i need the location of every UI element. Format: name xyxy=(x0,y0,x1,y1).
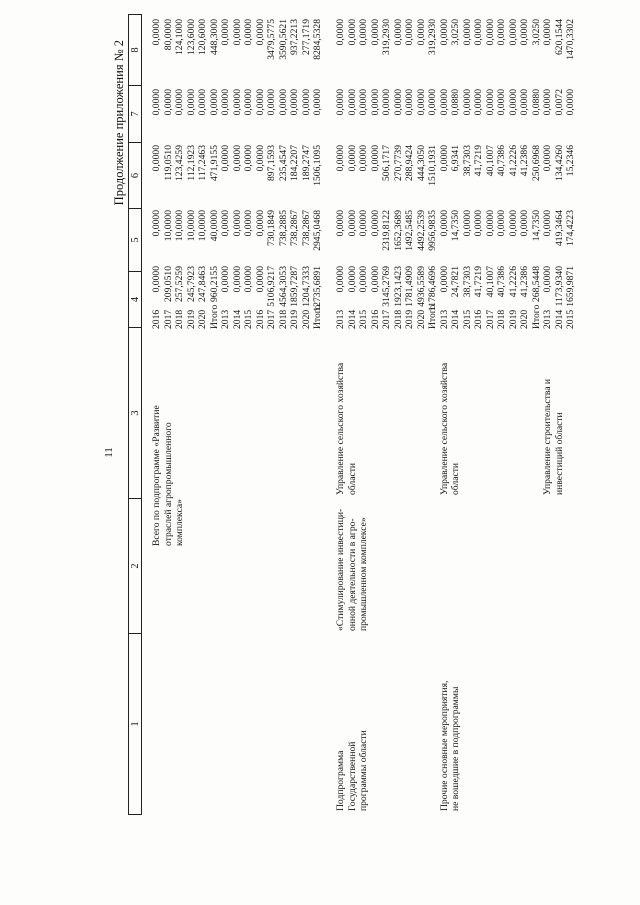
value-cell-col4: 11786,4696 xyxy=(427,266,438,312)
value-cell-col6: 184,2207 xyxy=(289,145,300,181)
block-2-col3-line: Управление сельского хозяйства xyxy=(438,362,450,495)
column-number-7: 7 xyxy=(129,86,142,143)
value-cell-col8: 0,0000 xyxy=(484,19,496,46)
value-cell-col4: 245,7923 xyxy=(185,266,197,302)
block-2-col3-line: области xyxy=(450,462,461,495)
block-1-col1-line: программы области xyxy=(358,730,369,811)
value-cell-col4: 41,7219 xyxy=(473,266,484,298)
year-cell: 2020 xyxy=(197,309,208,329)
value-cell-col8: 1470,3302 xyxy=(565,19,576,60)
value-cell-col5: 0,0000 xyxy=(438,210,450,237)
value-cell-col5: 0,0000 xyxy=(243,210,254,237)
value-cell-col4: 268,5448 xyxy=(530,266,542,302)
value-cell-col6: 0,0000 xyxy=(335,145,346,172)
value-cell-col4: 41,2386 xyxy=(519,266,530,298)
value-cell-col6: 0,0000 xyxy=(231,145,243,172)
value-cell-col8: 3590,5621 xyxy=(277,19,289,60)
value-cell-col7: 0,0000 xyxy=(266,89,277,116)
value-cell-col4: 4936,5589 xyxy=(415,266,427,307)
value-cell-col4: 0,0000 xyxy=(542,266,553,293)
value-cell-col4: 0,0000 xyxy=(151,266,162,293)
column-number-8: 8 xyxy=(129,15,142,86)
year-cell: 2013 xyxy=(220,309,231,329)
year-cell: 2018 xyxy=(392,309,404,329)
block-1-col3-line: Управление сельского хозяйства xyxy=(335,362,346,495)
value-cell-col6: 235,4547 xyxy=(277,145,289,181)
value-cell-col8: 0,0000 xyxy=(231,19,243,46)
value-cell-col7: 0,0000 xyxy=(335,89,346,116)
column-number-header xyxy=(128,14,142,815)
value-cell-col7: 0,0000 xyxy=(220,89,231,116)
value-cell-col7: 0,0000 xyxy=(289,89,300,116)
value-cell-col8: 123,6000 xyxy=(185,19,197,55)
value-cell-col5: 738,2885 xyxy=(277,210,289,246)
value-cell-col6: 250,6968 xyxy=(530,145,542,181)
year-cell: 2017 xyxy=(266,309,277,329)
year-cell: 2016 xyxy=(369,309,381,329)
value-cell-col4: 0,0000 xyxy=(254,266,266,293)
value-cell-col6: 506,1717 xyxy=(381,145,392,181)
value-cell-col5: 40,0000 xyxy=(208,210,220,242)
value-cell-col7: 0,0000 xyxy=(484,89,496,116)
value-cell-col5: 0,0000 xyxy=(542,210,553,237)
value-cell-col5: 4492,2539 xyxy=(415,210,427,251)
value-cell-col7: 0,0000 xyxy=(381,89,392,116)
value-cell-col8: 277,1719 xyxy=(300,19,312,55)
value-cell-col6: 444,3050 xyxy=(415,145,427,181)
value-cell-col4: 41,2226 xyxy=(507,266,519,298)
value-cell-col8: 0,0000 xyxy=(461,19,473,46)
block-1-col1-line: Государственной xyxy=(346,741,358,811)
value-cell-col7: 0,0000 xyxy=(312,89,323,116)
year-cell: 2017 xyxy=(381,309,392,329)
value-cell-col4: 1173,9340 xyxy=(553,266,565,307)
value-cell-col8: 0,0000 xyxy=(507,19,519,46)
block-1-col2-line: онной деятельности в агро- xyxy=(346,518,358,631)
year-cell: 2018 xyxy=(174,309,185,329)
value-cell-col4: 257,5259 xyxy=(174,266,185,302)
year-cell: 2018 xyxy=(496,309,507,329)
column-number-6: 6 xyxy=(129,143,142,209)
value-cell-col7: 0,0000 xyxy=(369,89,381,116)
value-cell-col8: 0,0000 xyxy=(392,19,404,46)
value-cell-col6: 0,0000 xyxy=(243,145,254,172)
value-cell-col5: 0,0000 xyxy=(484,210,496,237)
value-cell-col5: 1492,5485 xyxy=(404,210,415,251)
value-cell-col8: 3479,5775 xyxy=(266,19,277,60)
year-cell: 2013 xyxy=(335,309,346,329)
year-cell: 2014 xyxy=(450,309,461,329)
value-cell-col6: 0,0000 xyxy=(358,145,369,172)
value-cell-col7: 0,0000 xyxy=(151,89,162,116)
value-cell-col5: 0,0000 xyxy=(461,210,473,237)
value-cell-col5: 0,0000 xyxy=(335,210,346,237)
value-cell-col7: 0,0000 xyxy=(473,89,484,116)
year-cell: 2019 xyxy=(185,309,197,329)
value-cell-col8: 0,0000 xyxy=(151,19,162,46)
value-cell-col5: 2319,8122 xyxy=(381,210,392,251)
value-cell-col7: 0,0000 xyxy=(254,89,266,116)
value-cell-col8: 620,1544 xyxy=(553,19,565,55)
value-cell-col5: 10,0000 xyxy=(185,210,197,242)
value-cell-col7: 0,0000 xyxy=(197,89,208,116)
value-cell-col8: 0,0000 xyxy=(220,19,231,46)
value-cell-col8: 0,0000 xyxy=(519,19,530,46)
year-cell: Итого xyxy=(312,304,323,329)
block-3-col3-line: Управление строительства и xyxy=(542,378,553,495)
year-cell: 2015 xyxy=(461,309,473,329)
value-cell-col5: 0,0000 xyxy=(473,210,484,237)
value-cell-col6: 41,7219 xyxy=(473,145,484,177)
column-number-2: 2 xyxy=(129,499,142,634)
value-cell-col4: 960,2155 xyxy=(208,266,220,302)
value-cell-col4: 40,7386 xyxy=(496,266,507,298)
value-cell-col7: 0,0000 xyxy=(300,89,312,116)
column-number-4: 4 xyxy=(129,272,142,328)
value-cell-col5: 174,4223 xyxy=(565,210,576,246)
value-cell-col8: 0,0000 xyxy=(473,19,484,46)
value-cell-col6: 0,0000 xyxy=(346,145,358,172)
value-cell-col5: 1652,3689 xyxy=(392,210,404,251)
value-cell-col8: 448,3000 xyxy=(208,19,220,55)
value-cell-col5: 738,2867 xyxy=(289,210,300,246)
value-cell-col8: 0,0000 xyxy=(335,19,346,46)
value-cell-col6: 40,1007 xyxy=(484,145,496,177)
block-1-col2-line: «Стимулирование инвестици- xyxy=(335,508,346,631)
value-cell-col4: 0,0000 xyxy=(231,266,243,293)
block-3-col3-line: инвестиций области xyxy=(553,412,565,495)
value-cell-col6: 0,0000 xyxy=(369,145,381,172)
value-cell-col6: 897,1593 xyxy=(266,145,277,181)
value-cell-col4: 247,8463 xyxy=(197,266,208,302)
value-cell-col7: 0,0000 xyxy=(231,89,243,116)
value-cell-col5: 9956,9835 xyxy=(427,210,438,251)
value-cell-col7: 0,0000 xyxy=(438,89,450,116)
year-cell: 2020 xyxy=(415,309,427,329)
value-cell-col8: 8284,5328 xyxy=(312,19,323,60)
value-cell-col7: 0,0000 xyxy=(185,89,197,116)
year-cell: 2013 xyxy=(438,309,450,329)
value-cell-col6: 15,2346 xyxy=(565,145,576,177)
value-cell-col5: 738,2867 xyxy=(300,210,312,246)
page-number: 11 xyxy=(103,447,115,458)
value-cell-col7: 0,0000 xyxy=(415,89,427,116)
value-cell-col7: 0,0000 xyxy=(174,89,185,116)
value-cell-col4: 1204,7333 xyxy=(300,266,312,307)
value-cell-col4: 0,0000 xyxy=(346,266,358,293)
value-cell-col8: 319,2930 xyxy=(381,19,392,55)
value-cell-col5: 0,0000 xyxy=(254,210,266,237)
value-cell-col4: 0,0000 xyxy=(438,266,450,293)
value-cell-col6: 117,2463 xyxy=(197,145,208,181)
value-cell-col4: 1781,4909 xyxy=(404,266,415,307)
value-cell-col7: 0,0000 xyxy=(565,89,576,116)
year-cell: 2020 xyxy=(519,309,530,329)
block-1-col3-line: области xyxy=(346,462,358,495)
value-cell-col6: 0,0000 xyxy=(151,145,162,172)
value-cell-col5: 2945,0468 xyxy=(312,210,323,251)
column-number-5: 5 xyxy=(129,209,142,272)
value-cell-col5: 730,1849 xyxy=(266,210,277,246)
value-cell-col5: 0,0000 xyxy=(220,210,231,237)
value-cell-col7: 0,0000 xyxy=(243,89,254,116)
column-number-1: 1 xyxy=(129,634,142,815)
value-cell-col4: 3145,2769 xyxy=(381,266,392,307)
value-cell-col6: 288,9424 xyxy=(404,145,415,181)
value-cell-col4: 5106,9217 xyxy=(266,266,277,307)
value-cell-col6: 189,2747 xyxy=(300,145,312,181)
value-cell-col7: 0,0000 xyxy=(496,89,507,116)
value-cell-col5: 14,7350 xyxy=(450,210,461,242)
block-0-col3-line: отраслей агропромышленного xyxy=(162,422,174,546)
value-cell-col5: 0,0000 xyxy=(231,210,243,237)
value-cell-col8: 120,6000 xyxy=(197,19,208,55)
year-cell: 2016 xyxy=(151,309,162,329)
value-cell-col8: 3,0250 xyxy=(530,19,542,46)
value-cell-col8: 124,1000 xyxy=(174,19,185,55)
value-cell-col7: 0,0000 xyxy=(404,89,415,116)
value-cell-col7: 0,0000 xyxy=(162,89,174,116)
value-cell-col7: 0,0000 xyxy=(542,89,553,116)
value-cell-col6: 0,0000 xyxy=(254,145,266,172)
value-cell-col4: 38,7303 xyxy=(461,266,473,298)
value-cell-col4: 1859,7287 xyxy=(289,266,300,307)
value-cell-col8: 0,0000 xyxy=(243,19,254,46)
block-2-col1-line: Прочие основные мероприятия, xyxy=(438,680,450,811)
value-cell-col7: 0,0000 xyxy=(277,89,289,116)
year-cell: 2017 xyxy=(162,309,174,329)
value-cell-col4: 4564,3053 xyxy=(277,266,289,307)
year-cell: 2020 xyxy=(300,309,312,329)
value-cell-col7: 0,0000 xyxy=(519,89,530,116)
value-cell-col7: 0,0000 xyxy=(346,89,358,116)
value-cell-col6: 0,0000 xyxy=(542,145,553,172)
value-cell-col5: 0,0000 xyxy=(369,210,381,237)
value-cell-col8: 0,0000 xyxy=(358,19,369,46)
value-cell-col4: 24,7821 xyxy=(450,266,461,298)
value-cell-col7: 0,0000 xyxy=(392,89,404,116)
value-cell-col8: 80,0000 xyxy=(162,19,174,51)
year-cell: 2014 xyxy=(553,309,565,329)
value-cell-col4: 40,1007 xyxy=(484,266,496,298)
year-cell: 2019 xyxy=(404,309,415,329)
value-cell-col6: 119,0510 xyxy=(162,145,174,181)
value-cell-col8: 3,0250 xyxy=(450,19,461,46)
value-cell-col8: 0,0000 xyxy=(496,19,507,46)
value-cell-col4: 0,0000 xyxy=(358,266,369,293)
year-cell: Итого xyxy=(427,304,438,329)
value-cell-col6: 1510,1931 xyxy=(427,145,438,186)
year-cell: 2014 xyxy=(231,309,243,329)
value-cell-col5: 0,0000 xyxy=(519,210,530,237)
value-cell-col8: 0,0000 xyxy=(438,19,450,46)
value-cell-col6: 123,4259 xyxy=(174,145,185,181)
value-cell-col5: 0,0000 xyxy=(346,210,358,237)
value-cell-col6: 112,1923 xyxy=(185,145,197,181)
block-0-col3-line: комплекса» xyxy=(174,499,185,546)
value-cell-col6: 270,7739 xyxy=(392,145,404,181)
column-number-3: 3 xyxy=(129,328,142,499)
value-cell-col8: 0,0000 xyxy=(254,19,266,46)
value-cell-col6: 40,7386 xyxy=(496,145,507,177)
value-cell-col5: 0,0000 xyxy=(507,210,519,237)
year-cell: 2018 xyxy=(277,309,289,329)
year-cell: 2015 xyxy=(358,309,369,329)
year-cell: 2017 xyxy=(484,309,496,329)
value-cell-col5: 14,7350 xyxy=(530,210,542,242)
value-cell-col4: 0,0000 xyxy=(335,266,346,293)
year-cell: 2013 xyxy=(542,309,553,329)
value-cell-col6: 41,2226 xyxy=(507,145,519,177)
value-cell-col5: 0,0000 xyxy=(496,210,507,237)
year-cell: Итого xyxy=(208,304,220,329)
year-cell: 2019 xyxy=(507,309,519,329)
block-1-col2-line: промышленном комплексе» xyxy=(358,517,369,631)
value-cell-col4: 209,0510 xyxy=(162,266,174,302)
value-cell-col4: 1923,1423 xyxy=(392,266,404,307)
value-cell-col7: 0,0880 xyxy=(530,89,542,116)
value-cell-col7: 0,0000 xyxy=(427,89,438,116)
value-cell-col6: 0,0000 xyxy=(220,145,231,172)
value-cell-col5: 10,0000 xyxy=(162,210,174,242)
value-cell-col8: 0,0000 xyxy=(415,19,427,46)
appendix-label: Продолжение приложения № 2 xyxy=(112,40,126,206)
value-cell-col6: 1506,1095 xyxy=(312,145,323,186)
value-cell-col6: 134,4260 xyxy=(553,145,565,181)
value-cell-col8: 319,2930 xyxy=(427,19,438,55)
value-cell-col5: 419,3464 xyxy=(553,210,565,246)
value-cell-col7: 0,0000 xyxy=(358,89,369,116)
value-cell-col6: 0,0000 xyxy=(438,145,450,172)
value-cell-col8: 0,0000 xyxy=(369,19,381,46)
value-cell-col7: 0,0000 xyxy=(461,89,473,116)
value-cell-col4: 12735,6891 xyxy=(312,266,323,312)
value-cell-col5: 10,0000 xyxy=(197,210,208,242)
value-cell-col6: 41,2386 xyxy=(519,145,530,177)
block-0-col3-line: Всего по подпрограмме «Развитие xyxy=(151,405,162,546)
year-cell: 2016 xyxy=(473,309,484,329)
block-1-col1-line: Подпрограмма xyxy=(335,750,346,811)
value-cell-col5: 0,0000 xyxy=(151,210,162,237)
year-cell: 2019 xyxy=(289,309,300,329)
value-cell-col4: 1659,9871 xyxy=(565,266,576,307)
year-cell: 2015 xyxy=(243,309,254,329)
year-cell: 2014 xyxy=(346,309,358,329)
value-cell-col8: 0,0000 xyxy=(542,19,553,46)
value-cell-col8: 0,0000 xyxy=(404,19,415,46)
value-cell-col8: 937,2213 xyxy=(289,19,300,55)
value-cell-col6: 6,9341 xyxy=(450,145,461,172)
block-2-col1-line: не вошедшие в подпрограммы xyxy=(450,686,461,811)
year-cell: 2015 xyxy=(565,309,576,329)
value-cell-col6: 471,9155 xyxy=(208,145,220,181)
value-cell-col8: 0,0000 xyxy=(346,19,358,46)
value-cell-col4: 0,0000 xyxy=(243,266,254,293)
value-cell-col5: 0,0000 xyxy=(358,210,369,237)
year-cell: 2016 xyxy=(254,309,266,329)
value-cell-col4: 0,0000 xyxy=(369,266,381,293)
value-cell-col7: 0,0880 xyxy=(450,89,461,116)
value-cell-col7: 0,0072 xyxy=(553,89,565,116)
value-cell-col4: 0,0000 xyxy=(220,266,231,293)
year-cell: Итого xyxy=(530,304,542,329)
value-cell-col5: 10,0000 xyxy=(174,210,185,242)
value-cell-col6: 38,7303 xyxy=(461,145,473,177)
value-cell-col7: 0,0000 xyxy=(208,89,220,116)
value-cell-col7: 0,0000 xyxy=(507,89,519,116)
